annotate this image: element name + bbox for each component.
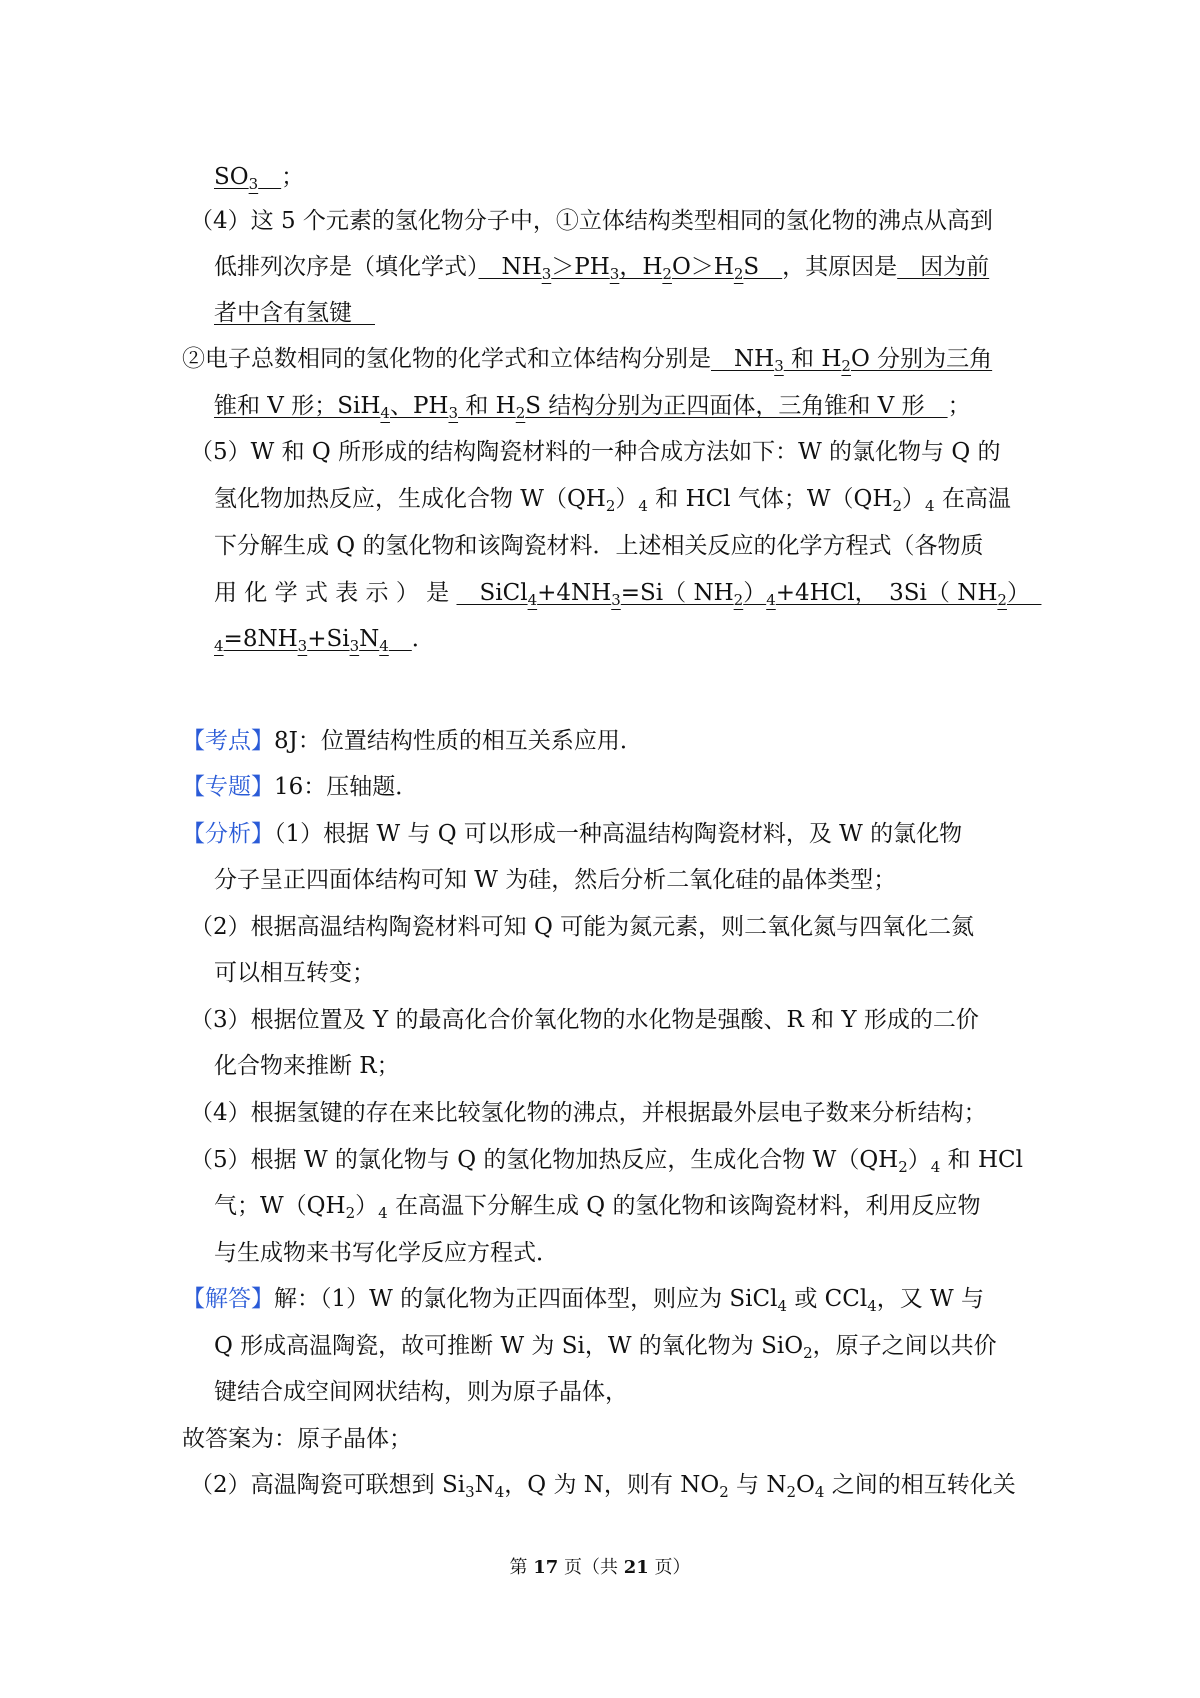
text-line: [190, 1145, 1023, 1175]
subscript: 3: [609, 265, 620, 283]
subscript: 2: [345, 1204, 356, 1222]
text-line: [214, 391, 971, 421]
text-run: 和 HCl 气体；W（QH: [647, 486, 893, 512]
text-run: ，H: [619, 254, 663, 280]
text-run: S 结构分别为正四面体，三角锥和 V 形: [525, 393, 948, 419]
text-run: ，原子之间以共价: [812, 1333, 997, 1359]
subscript: 3: [465, 1483, 475, 1501]
section-tag: 【专题】: [182, 774, 274, 800]
text-run: 和 HCl: [940, 1147, 1023, 1173]
text-run: 分子呈正四面体结构可知 W 为硅，然后分析二氧化硅的晶体类型；: [214, 867, 897, 893]
subscript: 3: [774, 357, 784, 375]
text-run: 和 H: [458, 393, 516, 419]
footer-page-number: 17: [533, 1557, 559, 1578]
subscript: 2: [898, 1158, 908, 1176]
text-run: SiCl: [456, 580, 528, 606]
subscript: 4: [379, 637, 389, 655]
footer-total-pages: 21: [623, 1557, 649, 1578]
subscript: 2: [733, 591, 744, 609]
text-line: [214, 1051, 400, 1081]
text-line: [214, 1191, 980, 1221]
text-run: 8J：位置结构性质的相互关系应用．: [274, 728, 643, 754]
page-footer: [0, 1556, 1200, 1580]
text-run: +4HCl， 3Si（ NH: [775, 580, 998, 606]
subscript: 4: [380, 404, 390, 422]
text-run: 气；W（QH: [214, 1193, 346, 1219]
text-line: [214, 1238, 559, 1268]
text-line: [214, 252, 989, 282]
subscript: 3: [448, 404, 459, 422]
text-line: [190, 437, 1001, 467]
text-line: [214, 865, 896, 895]
text-run: 和 H: [783, 346, 842, 372]
text-run: NH: [711, 346, 775, 372]
text-line: [214, 484, 1011, 514]
subscript: 2: [605, 497, 616, 515]
footer-middle: 页（共: [558, 1557, 624, 1578]
subscript: 3: [297, 637, 308, 655]
text-run: [389, 626, 412, 652]
text-line: [182, 819, 962, 849]
text-run: 或 CCl: [787, 1286, 868, 1312]
text-run: 与 N: [728, 1472, 787, 1498]
subscript: 2: [515, 404, 526, 422]
text-run: ）: [907, 1147, 931, 1173]
text-run: 下分解生成 Q 的氢化物和该陶瓷材料．上述相关反应的化学方程式（各物质: [214, 533, 984, 559]
subscript: 3: [248, 175, 259, 193]
subscript: 4: [925, 497, 935, 515]
text-line: [190, 1005, 979, 1035]
text-line: [182, 772, 418, 802]
text-line: [182, 344, 992, 374]
subscript: 4: [777, 1297, 788, 1315]
text-line: [182, 1424, 412, 1454]
text-run: Q 形成高温陶瓷，故可推断 W 为 Si，W 的氧化物为 SiO: [214, 1333, 804, 1359]
text-run: ；: [281, 164, 305, 190]
subscript: 4: [494, 1483, 505, 1501]
text-run: （3）根据位置及 Y 的最高化合价氧化物的水化物是强酸、R 和 Y 形成的二价: [190, 1007, 979, 1033]
text-run: =8NH: [223, 626, 298, 652]
text-run: [258, 164, 281, 190]
text-run: 与生成物来书写化学反应方程式．: [214, 1240, 559, 1266]
subscript: 2: [892, 497, 903, 515]
text-run: ）: [615, 486, 639, 512]
text-run: ）: [743, 580, 767, 606]
text-run: O＞H: [671, 254, 734, 280]
subscript: 3: [541, 265, 552, 283]
text-run: N: [474, 1472, 495, 1498]
text-run: 解：（1）W 的氯化物为正四面体型，则应为 SiCl: [274, 1286, 778, 1312]
text-run: S: [743, 254, 783, 280]
subscript: 4: [814, 1483, 825, 1501]
subscript: 2: [841, 357, 851, 375]
text-run: ；: [947, 393, 971, 419]
subscript: 4: [378, 1204, 388, 1222]
text-run: 在高温下分解生成 Q 的氢化物和该陶瓷材料，利用反应物: [387, 1193, 981, 1219]
text-line: [214, 531, 983, 561]
section-tag: 【分析】: [182, 821, 274, 847]
text-run: ）: [902, 486, 926, 512]
text-line: [190, 1470, 1016, 1500]
text-run: N: [359, 626, 380, 652]
text-line: [214, 1331, 997, 1361]
text-line: [214, 578, 1041, 608]
text-run: O: [796, 1472, 815, 1498]
text-run: （2）根据高温结构陶瓷材料可知 Q 可能为氮元素，则二氧化氮与四氧化二氮: [190, 914, 975, 940]
text-run: =Si（ NH: [620, 580, 734, 606]
text-run: 因为前: [897, 254, 990, 280]
text-line: [214, 624, 435, 654]
text-run: 者中含有氢键: [214, 300, 375, 326]
text-run: ＞PH: [551, 254, 610, 280]
text-run: 氢化物加热反应，生成化合物 W（QH: [214, 486, 606, 512]
text-run: （5）根据 W 的氯化物与 Q 的氢化物加热反应，生成化合物 W（QH: [190, 1147, 899, 1173]
text-run: 之间的相互转化关: [824, 1472, 1016, 1498]
text-run: 化合物来推断 R；: [214, 1053, 400, 1079]
text-run: 故答案为：原子晶体；: [182, 1426, 412, 1452]
subscript: 4: [527, 591, 538, 609]
text-run: ，又 W 与: [876, 1286, 985, 1312]
text-run: 锥和 V 形；SiH: [214, 393, 381, 419]
text-run: 键结合成空间网状结构，则为原子晶体，: [214, 1379, 628, 1405]
subscript: 3: [611, 591, 621, 609]
text-run: ，其原因是: [782, 254, 898, 280]
text-run: 可以相互转变；: [214, 960, 375, 986]
subscript: 2: [662, 265, 672, 283]
text-run: 16：压轴题．: [274, 774, 419, 800]
subscript: 4: [867, 1297, 877, 1315]
footer-prefix: 第: [509, 1557, 534, 1578]
text-line: [190, 206, 993, 236]
footer-suffix: 页）: [648, 1557, 691, 1578]
text-line: [190, 1098, 987, 1128]
subscript: 2: [786, 1483, 797, 1501]
text-run: （5）W 和 Q 所形成的结构陶瓷材料的一种合成方法如下：W 的氯化物与 Q 的: [190, 439, 1001, 465]
text-run: （4）根据氢键的存在来比较氢化物的沸点，并根据最外层电子数来分析结构；: [190, 1100, 987, 1126]
subscript: 2: [803, 1344, 813, 1362]
text-run: 低排列次序是（填化学式）: [214, 254, 479, 280]
text-run: NH: [478, 254, 542, 280]
section-tag: 【解答】: [182, 1286, 274, 1312]
text-run: +4NH: [537, 580, 612, 606]
subscript: 2: [719, 1483, 729, 1501]
subscript: 4: [638, 497, 648, 515]
text-line: [214, 958, 375, 988]
text-line: [214, 162, 304, 192]
text-run: （4）这 5 个元素的氢化物分子中，①立体结构类型相同的氢化物的沸点从高到: [190, 208, 993, 234]
text-line: [182, 1284, 984, 1314]
text-run: SO: [214, 164, 249, 190]
subscript: 2: [997, 591, 1007, 609]
text-run: ，Q 为 N，则有 NO: [504, 1472, 720, 1498]
subscript: 3: [349, 637, 360, 655]
text-run: ）: [355, 1193, 379, 1219]
text-run: ．: [411, 626, 435, 652]
subscript: 4: [930, 1158, 941, 1176]
text-run: O 分别为三角: [850, 346, 993, 372]
text-run: +Si: [307, 626, 350, 652]
section-tag: 【考点】: [182, 728, 274, 754]
text-run: 、PH: [389, 393, 449, 419]
text-line: [214, 298, 375, 328]
text-run: （1）根据 W 与 Q 可以形成一种高温结构陶瓷材料，及 W 的氯化物: [274, 821, 963, 847]
text-run: 在高温: [934, 486, 1011, 512]
text-run: ②电子总数相同的氢化物的化学式和立体结构分别是: [182, 346, 711, 372]
text-line: [182, 726, 643, 756]
subscript: 4: [766, 591, 776, 609]
subscript: 4: [214, 637, 224, 655]
text-line: [214, 1377, 628, 1407]
text-run: （2）高温陶瓷可联想到 Si: [190, 1472, 466, 1498]
text-line: [190, 912, 974, 942]
text-run: 用 化 学 式 表 示 ） 是: [214, 580, 457, 606]
subscript: 2: [733, 265, 744, 283]
text-run: ）: [1006, 580, 1042, 606]
